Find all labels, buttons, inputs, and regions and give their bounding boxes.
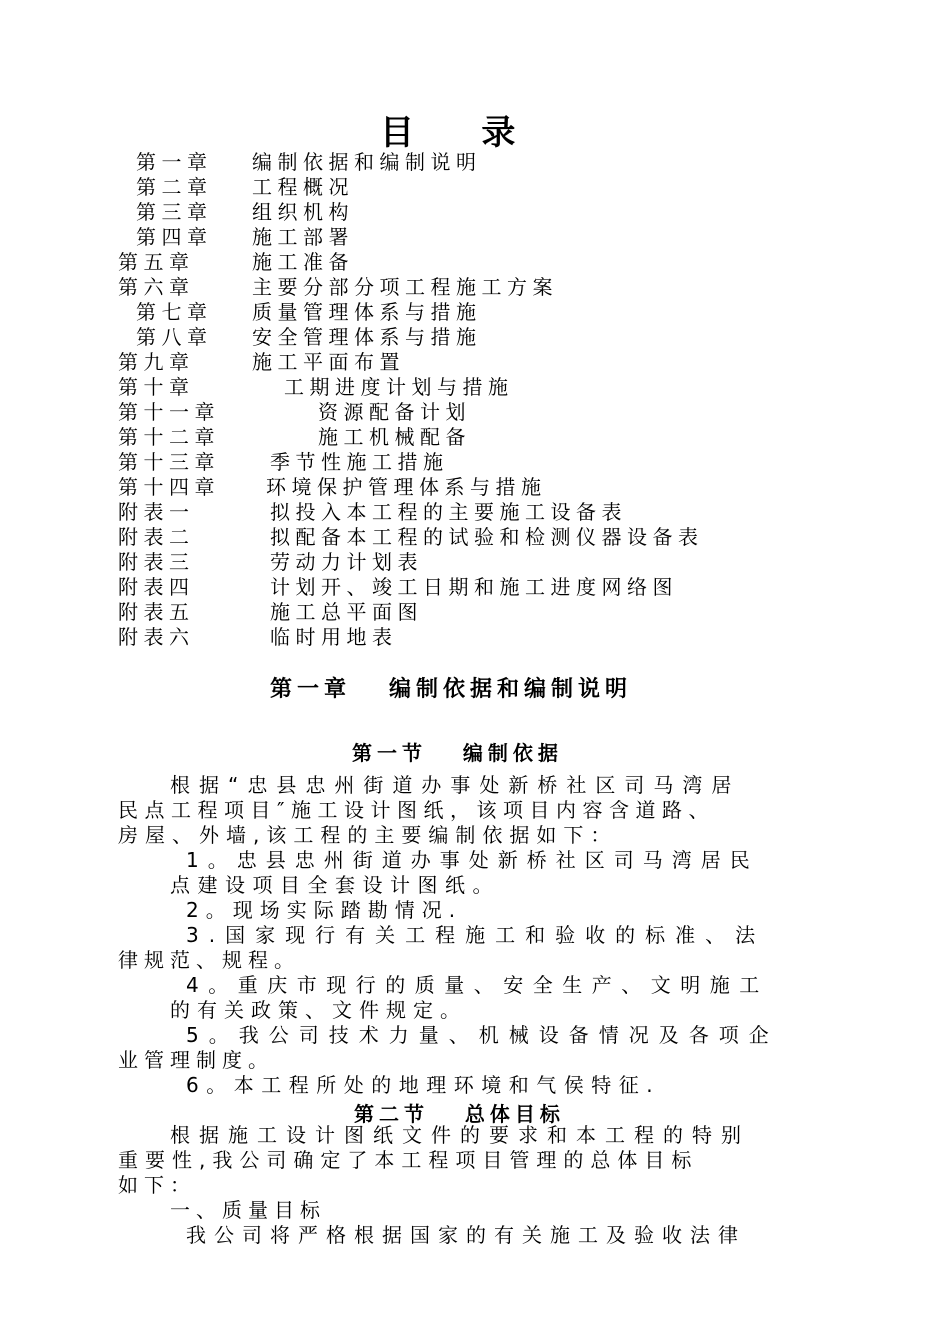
paragraph-line: 3.国家现行有关工程施工和验收的标准、法 <box>186 923 766 947</box>
toc-entry-text: 施工平面布置 <box>252 350 405 374</box>
toc-entry-number: 第三章 <box>136 200 213 224</box>
toc-title: 目 录 <box>380 113 520 153</box>
toc-entry-text: 劳动力计划表 <box>270 550 423 574</box>
toc-entry-number: 第十三章 <box>118 450 220 474</box>
toc-entry-text: 工程概况 <box>252 175 354 199</box>
toc-entry-text: 施工准备 <box>252 250 354 274</box>
paragraph-line: 重要性,我公司确定了本工程项目管理的总体目标 <box>118 1148 699 1172</box>
toc-entry-number: 第六章 <box>118 275 195 299</box>
toc-entry-number: 附表五 <box>118 600 195 624</box>
toc-entry-number: 附表二 <box>118 525 195 549</box>
toc-entry-text: 主要分部分项工程施工方案 <box>252 275 558 299</box>
paragraph-line: 的有关政策、文件规定。 <box>170 998 467 1022</box>
toc-entry-number: 第四章 <box>136 225 213 249</box>
toc-entry-text: 环境保护管理体系与措施 <box>266 475 547 499</box>
section-heading: 第一节 编制依据 <box>352 741 563 765</box>
toc-entry-number: 第十一章 <box>118 400 220 424</box>
paragraph-line: 4。重庆市现行的质量、安全生产、文明施工 <box>186 973 769 997</box>
toc-entry-number: 附表三 <box>118 550 195 574</box>
toc-entry-number: 第七章 <box>136 300 213 324</box>
toc-entry-number: 附表一 <box>118 500 195 524</box>
toc-entry-text: 资源配备计划 <box>318 400 471 424</box>
toc-entry-text: 施工部署 <box>252 225 354 249</box>
paragraph-line: 点建设项目全套设计图纸。 <box>170 873 500 897</box>
section-heading: 第二节 总体目标 <box>354 1102 565 1126</box>
paragraph-line: 民点工程项目″施工设计图纸，该项目内容含道路、 <box>118 798 715 822</box>
toc-entry-text: 施工机械配备 <box>318 425 471 449</box>
toc-entry-text: 安全管理体系与措施 <box>252 325 482 349</box>
toc-entry-number: 第九章 <box>118 350 195 374</box>
toc-entry-text: 计划开、竣工日期和施工进度网络图 <box>270 575 678 599</box>
paragraph-line: 我公司将严格根据国家的有关施工及验收法律 <box>186 1223 746 1247</box>
toc-entry-text: 质量管理体系与措施 <box>252 300 482 324</box>
toc-entry-text: 拟投入本工程的主要施工设备表 <box>270 500 627 524</box>
chapter-heading: 第一章 编制依据和编制说明 <box>270 677 632 702</box>
toc-entry-number: 第八章 <box>136 325 213 349</box>
toc-entry-text: 组织机构 <box>252 200 354 224</box>
toc-entry-number: 第一章 <box>136 150 213 174</box>
toc-entry-text: 拟配备本工程的试验和检测仪器设备表 <box>270 525 704 549</box>
paragraph-line: 2。现场实际踏勘情况. <box>186 898 463 922</box>
paragraph-line: 根据“忠县忠州街道办事处新桥社区司马湾居 <box>170 773 741 797</box>
toc-entry-text: 编制依据和编制说明 <box>252 150 482 174</box>
paragraph-line: 房屋、外墙,该工程的主要编制依据如下： <box>118 823 618 847</box>
paragraph-line: 5。我公司技术力量、机械设备情况及各项企 <box>186 1023 779 1047</box>
paragraph-line: 一、质量目标 <box>170 1198 326 1222</box>
toc-entry-number: 附表四 <box>118 575 195 599</box>
paragraph-line: 业管理制度。 <box>118 1048 274 1072</box>
paragraph-line: 根据施工设计图纸文件的要求和本工程的特别 <box>170 1123 750 1147</box>
toc-entry-number: 附表六 <box>118 625 195 649</box>
toc-entry-text: 工期进度计划与措施 <box>284 375 514 399</box>
paragraph-line: 如下： <box>118 1173 196 1197</box>
toc-entry-number: 第十四章 <box>118 475 220 499</box>
toc-entry-number: 第五章 <box>118 250 195 274</box>
toc-entry-text: 临时用地表 <box>270 625 398 649</box>
toc-entry-text: 施工总平面图 <box>270 600 423 624</box>
toc-entry-number: 第十章 <box>118 375 195 399</box>
paragraph-line: 1。忠县忠州街道办事处新桥社区司马湾居民 <box>186 848 759 872</box>
toc-entry-number: 第十二章 <box>118 425 220 449</box>
paragraph-line: 律规范、规程。 <box>118 948 300 972</box>
paragraph-line: 6。本工程所处的地理环境和气侯特征. <box>186 1073 661 1097</box>
toc-entry-number: 第二章 <box>136 175 213 199</box>
toc-entry <box>118 625 398 725</box>
toc-entry-text: 季节性施工措施 <box>270 450 449 474</box>
